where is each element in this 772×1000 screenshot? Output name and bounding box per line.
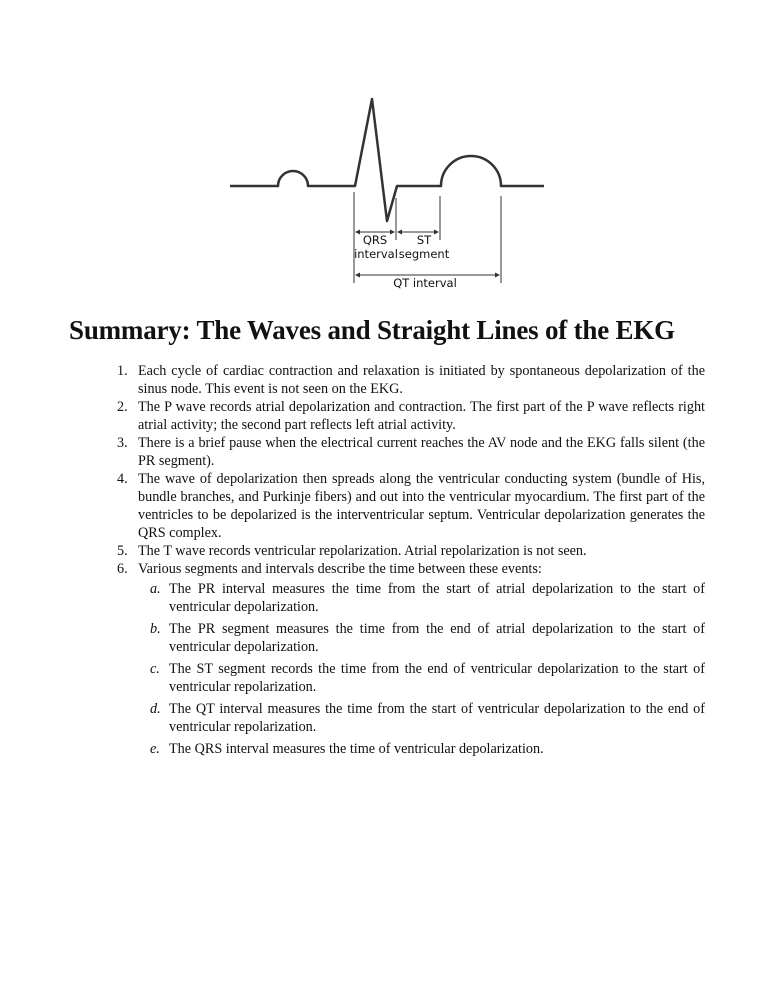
sub-item-letter: c. <box>150 661 160 677</box>
item-number: 6. <box>117 561 128 577</box>
item-text: The T wave records ventricular repolarization. Atrial repolarization is not seen. <box>138 543 587 559</box>
segment-label: segment <box>398 247 450 261</box>
list-item <box>115 398 705 434</box>
st-label: ST <box>416 233 432 247</box>
page-title: Summary: The Waves and Straight Lines of the EKG <box>69 315 675 345</box>
sub-item-text: The PR segment measures the time from the end of atrial depolarization to the start of ventricular depolarization. <box>169 621 705 655</box>
sub-item-text: The QT interval measures the time from the start of ventricular depolarization to the end of ventricular repolarization. <box>169 701 705 735</box>
interval-label: interval <box>354 247 398 261</box>
item-text: Various segments and intervals describe the time between these events: <box>138 561 542 577</box>
sub-item-text: The QRS interval measures the time of ventricular depolarization. <box>169 741 544 757</box>
sub-item-letter: d. <box>150 701 161 717</box>
summary-list <box>115 362 705 762</box>
item-number: 4. <box>117 471 128 487</box>
item-text: The wave of depolarization then spreads along the ventricular conducting system (bundle of His, bundle branches, and Purkinje fibers) and out into the ventricular myocardium. The first part of the ventricles to be depolarized is the interventricular septum. Ventricular depolarization generates the QRS complex. <box>138 471 705 541</box>
list-item <box>115 470 705 542</box>
sub-item-letter: b. <box>150 621 161 637</box>
sub-list-item <box>147 660 705 696</box>
qt-interval-label: QT interval <box>393 276 457 290</box>
item-number: 3. <box>117 435 128 451</box>
sub-list-item <box>147 700 705 736</box>
item-text: There is a brief pause when the electrical current reaches the AV node and the EKG falls silent (the PR segment). <box>138 435 705 469</box>
sub-list-item <box>147 580 705 616</box>
list-item <box>115 542 705 560</box>
sub-list-item <box>147 620 705 656</box>
item-text: Each cycle of cardiac contraction and relaxation is initiated by spontaneous depolarization of the sinus node. This event is not seen on the EKG. <box>138 363 705 397</box>
list-item <box>115 434 705 470</box>
sub-item-letter: e. <box>150 741 160 757</box>
ekg-diagram <box>0 0 772 300</box>
item-text: The P wave records atrial depolarization and contraction. The first part of the P wave reflects right atrial activity; the second part reflects left atrial activity. <box>138 399 705 433</box>
sub-item-text: The PR interval measures the time from the start of atrial depolarization to the start of ventricular depolarization. <box>169 581 705 615</box>
list-item <box>115 560 705 758</box>
sub-item-text: The ST segment records the time from the end of ventricular depolarization to the start of ventricular repolarization. <box>169 661 705 695</box>
sub-list <box>138 580 705 758</box>
sub-list-item <box>147 740 705 758</box>
qrs-label: QRS <box>362 233 388 247</box>
ekg-trace <box>230 99 544 221</box>
sub-item-letter: a. <box>150 581 161 597</box>
item-number: 1. <box>117 363 128 379</box>
item-number: 5. <box>117 543 128 559</box>
list-item <box>115 362 705 398</box>
ekg-diagram-svg <box>0 0 772 300</box>
item-number: 2. <box>117 399 128 415</box>
